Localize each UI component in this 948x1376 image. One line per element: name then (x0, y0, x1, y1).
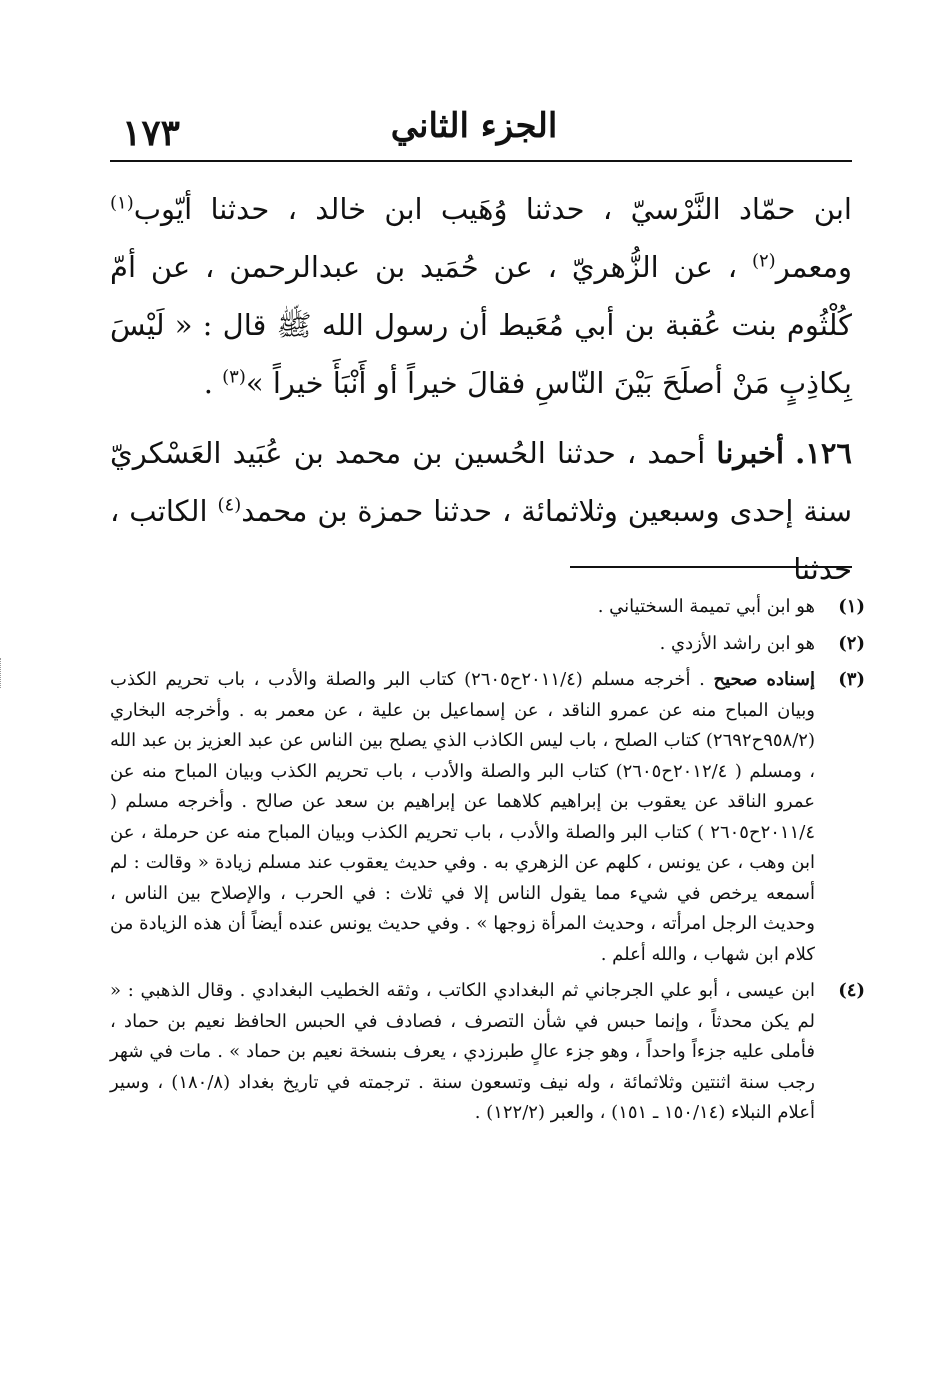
footnote-text (110, 665, 815, 970)
main-paragraph (110, 180, 852, 412)
footnote-2 (110, 629, 865, 660)
footnote-body: . أخرجه مسلم (٢٠١١/٤ح٢٦٠٥) كتاب البر والصلة والأدب ، باب تحريم الكذب وبيان المباح منه عن عمرو الناقد ، عن إسماعيل بن علية ، عن معمر به . وأخرجه البخاري (٩٥٨/٢ح٢٦٩٢) كتاب الصلح ، باب ليس الكاذب الذي يصلح بين الناس عن عبد العزيز بن عبد الله ، ومسلم ( ٢٠١٢/٤ح٢٦٠٥) كتاب البر والصلة والأدب ، باب تحريم الكذب وبيان المباح منه عن عمرو الناقد عن يعقوب بن إبراهيم كلاهما عن إبراهيم بن سعد عن صالح . وأخرجه مسلم ( ٢٠١١/٤ح٢٦٠٥ ) كتاب البر والصلة والأدب ، باب تحريم الكذب وبيان المباح منه عن حرملة ، عن ابن وهب ، عن يونس ، كلهم عن الزهري به . وفي حديث يعقوب عند مسلم زيادة « وقالت : لم أسمعه يرخص في شيء مما يقول الناس إلا في ثلاث : في الحرب ، والإصلاح بين الناس ، وحديث الرجل امرأته ، وحديث المرأة زوجها » . وفي حديث يونس عنده أيضاً أن هذه الزيادة من كلام ابن شهاب ، والله أعلم . (110, 669, 815, 965)
text-segment: ابن حمّاد النَّرْسيّ ، حدثنا وُهَيب ابن خالد ، حدثنا أيّوب (133, 192, 852, 226)
footnote-4 (110, 976, 865, 1129)
hadith-paragraph (110, 424, 852, 598)
footnote-text: ابن عيسى ، أبو علي الجرجاني ثم البغدادي الكاتب ، وثقه الخطيب البغدادي . وقال الذهبي : « لم يكن محدثاً ، وإنما حبس في شأن التصرف ، فصادف في الحبس الحافظ نعيم بن حماد ، فأملى عليه جزءاً واحداً ، وهو جزء عالٍ طبرزدي ، يعرف بنسخة نعيم بن حماد » . مات في شهر رجب سنة اثنتين وثلاثمائة ، وله نيف وتسعون سنة . ترجمته في تاريخ بغداد (١٨٠/٨) ، وسير أعلام النبلاء (١٥٠/١٤ ـ ١٥١) ، والعبر (١٢٢/٢) . (110, 980, 815, 1123)
scan-edge-mark (0, 658, 6, 688)
footnote-ref-4: (٤) (217, 494, 242, 516)
text-segment: ومعمر (775, 250, 852, 284)
footnote-number: (٤) (838, 980, 865, 1001)
footnote-ref-1: (١) (110, 192, 134, 214)
page-number: ١٧٣ (122, 112, 181, 154)
footnote-text: هو ابن راشد الأزدي . (659, 632, 815, 654)
footnote-ref-3: (٣) (222, 366, 246, 388)
footnote-lead: إسناده صحيح (713, 669, 816, 690)
footnote-ref-2: (٢) (751, 250, 776, 272)
text-segment: ، عن الزُّهريّ ، عن حُمَيد بن عبدالرحمن ، عن أمّ كُلْثُوم بنت عُقبة بن أبي مُعَيط أن رسول الله ﷺ قال : « لَيْسَ بِكاذِبٍ مَنْ أصلَحَ بَيْنَ النّاسِ فقالَ خيراً أو أَنْبَأَ خيراً » (110, 250, 852, 400)
header-rule (110, 160, 852, 162)
footnote-number: (٣) (838, 669, 865, 690)
footnote-rule (570, 566, 852, 568)
running-title: الجزء الثاني (390, 106, 558, 146)
footnotes (110, 592, 865, 1135)
footnote-number: (٢) (838, 632, 865, 654)
main-text (110, 180, 852, 598)
text-segment: . (203, 366, 223, 400)
footnote-text: هو ابن أبي تميمة السختياني . (597, 596, 815, 617)
hadith-number: ١٢٦. (795, 436, 852, 470)
text-segment: أحمد ، حدثنا الحُسين بن محمد بن عُبَيد العَسْكريّ سنة إحدى وسبعين وثلاثمائة ، حدثنا حمزة بن محمد (110, 436, 853, 528)
footnote-1 (110, 592, 865, 623)
footnote-number: (١) (838, 596, 865, 617)
footnote-3 (110, 665, 865, 970)
text-segment: الكاتب ، حدثنا (110, 494, 852, 586)
hadith-lead: أخبرنا (716, 436, 785, 470)
